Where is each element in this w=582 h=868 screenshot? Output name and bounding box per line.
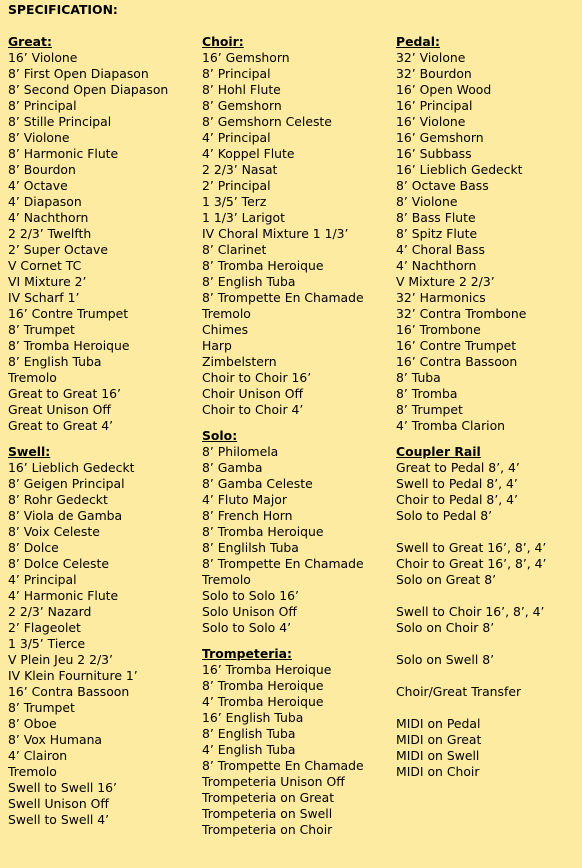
- stop-item: 2 2/3’ Twelfth: [8, 226, 92, 241]
- stop-item: Choir to Pedal 8’, 4’: [396, 492, 518, 507]
- stop-item: 8’ Dolce Celeste: [8, 556, 109, 571]
- stop-item: IV Klein Fourniture 1’: [8, 668, 138, 683]
- stop-item: IV Scharf 1’: [8, 290, 80, 305]
- section-pedal: [396, 34, 580, 434]
- stop-item: Great to Pedal 8’, 4’: [396, 460, 520, 475]
- stop-item: VI Mixture 2’: [8, 274, 87, 289]
- stop-item: 8’ Voix Celeste: [8, 524, 100, 539]
- stop-item: 8’ English Tuba: [8, 354, 102, 369]
- stop-item: 8’ Harmonic Flute: [8, 146, 119, 161]
- section-heading: Choir:: [202, 34, 244, 49]
- stop-item: MIDI on Choir: [396, 764, 480, 779]
- stop-item: 32’ Bourdon: [396, 66, 472, 81]
- stop-item: 8’ Trompette En Chamade: [202, 758, 364, 773]
- stop-item: 4’ English Tuba: [202, 742, 296, 757]
- stop-item: 16’ Subbass: [396, 146, 472, 161]
- stop-item: Choir Unison Off: [202, 386, 304, 401]
- stop-item: 4’ Clairon: [8, 748, 68, 763]
- stop-item: 8’ Clarinet: [202, 242, 267, 257]
- stop-item: Swell Unison Off: [8, 796, 109, 811]
- spacer: [396, 668, 580, 684]
- stop-item: Solo on Swell 8’: [396, 652, 495, 667]
- stop-item: 8’ Gamba Celeste: [202, 476, 313, 491]
- stop-item: Solo Unison Off: [202, 604, 297, 619]
- section-trompeteria: [202, 646, 394, 838]
- stop-item: 8’ Trompette En Chamade: [202, 290, 364, 305]
- column-2: [202, 34, 394, 838]
- stop-item: 16’ Contra Bassoon: [8, 684, 130, 699]
- stop-item: Choir to Choir 16’: [202, 370, 312, 385]
- section-swell: [8, 444, 198, 828]
- stop-item: 2 2/3’ Nasat: [202, 162, 278, 177]
- stop-item: 4’ Principal: [8, 572, 77, 587]
- stop-item: 8’ Englilsh Tuba: [202, 540, 299, 555]
- stop-item: 8’ Geigen Principal: [8, 476, 125, 491]
- stop-item: 8’ Tromba Heroique: [8, 338, 130, 353]
- stop-item: 8’ Hohl Flute: [202, 82, 281, 97]
- stop-item: 8’ Bourdon: [8, 162, 76, 177]
- column-1: [8, 34, 198, 828]
- stop-item: 32’ Contra Trombone: [396, 306, 527, 321]
- section-heading: Solo:: [202, 428, 238, 443]
- stop-item: 2’ Super Octave: [8, 242, 108, 257]
- stop-item: 8’ Tromba: [396, 386, 458, 401]
- section-heading: Pedal:: [396, 34, 440, 49]
- stop-item: 8’ Gamba: [202, 460, 263, 475]
- stop-item: 8’ Octave Bass: [396, 178, 489, 193]
- stop-item: 1 1/3’ Larigot: [202, 210, 285, 225]
- stop-item: Swell to Pedal 8’, 4’: [396, 476, 518, 491]
- stop-item: 16’ Contre Trumpet: [8, 306, 129, 321]
- stop-item: 8’ Trumpet: [8, 700, 75, 715]
- stop-item: 8’ Violone: [8, 130, 70, 145]
- stop-item: 8’ Trompette En Chamade: [202, 556, 364, 571]
- stop-item: Harp: [202, 338, 232, 353]
- stop-item: 4’ Tromba Heroique: [202, 694, 324, 709]
- stop-item: Solo to Solo 16’: [202, 588, 299, 603]
- section-heading: Trompeteria:: [202, 646, 292, 661]
- stop-item: 8’ Tromba Heroique: [202, 258, 324, 273]
- stop-item: 2’ Flageolet: [8, 620, 81, 635]
- stop-item: V Cornet TC: [8, 258, 82, 273]
- stop-item: 8’ Stille Principal: [8, 114, 112, 129]
- stop-item: 4’ Diapason: [8, 194, 82, 209]
- stop-item: 2 2/3’ Nazard: [8, 604, 92, 619]
- stop-item: Great Unison Off: [8, 402, 111, 417]
- stop-item: 1 3/5’ Tierce: [8, 636, 86, 651]
- stop-item: 4’ Octave: [8, 178, 68, 193]
- stop-item: Tremolo: [202, 306, 251, 321]
- stop-item: 16’ Contre Trumpet: [396, 338, 517, 353]
- section-heading: Coupler Rail: [396, 444, 481, 459]
- stop-item: 4’ Fluto Major: [202, 492, 287, 507]
- stop-item: 2’ Principal: [202, 178, 271, 193]
- stop-item: 8’ Spitz Flute: [396, 226, 478, 241]
- stop-item: 8’ Second Open Diapason: [8, 82, 169, 97]
- stop-item: 32’ Harmonics: [396, 290, 486, 305]
- stop-item: MIDI on Pedal: [396, 716, 481, 731]
- stop-item: 16’ Tromba Heroique: [202, 662, 332, 677]
- stop-item: 8’ Oboe: [8, 716, 57, 731]
- stop-item: 8’ Tromba Heroique: [202, 678, 324, 693]
- stop-item: Tremolo: [8, 764, 57, 779]
- stop-item: 8’ French Horn: [202, 508, 293, 523]
- stop-item: Choir to Choir 4’: [202, 402, 304, 417]
- stop-item: 8’ Gemshorn: [202, 98, 282, 113]
- stop-item: Choir to Great 16’, 8’, 4’: [396, 556, 547, 571]
- stop-item: 8’ English Tuba: [202, 274, 296, 289]
- stop-item: 1 3/5’ Terz: [202, 194, 267, 209]
- stop-item: 16’ Contra Bassoon: [396, 354, 518, 369]
- stop-item: Solo to Pedal 8’: [396, 508, 493, 523]
- page-title: SPECIFICATION:: [8, 2, 118, 17]
- spacer: [396, 636, 580, 652]
- section-choir: [202, 34, 394, 418]
- stop-item: 16’ Violone: [396, 114, 466, 129]
- stop-item: 4’ Principal: [202, 130, 271, 145]
- spacer: [396, 588, 580, 604]
- section-heading: Great:: [8, 34, 52, 49]
- stop-item: 16’ Gemshorn: [202, 50, 290, 65]
- stop-item: Choir/Great Transfer: [396, 684, 522, 699]
- stop-item: 8’ Trumpet: [8, 322, 75, 337]
- stop-item: 8’ Trumpet: [396, 402, 463, 417]
- spacer: [396, 524, 580, 540]
- stop-item: 32’ Violone: [396, 50, 466, 65]
- stop-item: 4’ Harmonic Flute: [8, 588, 119, 603]
- stop-item: 8’ Principal: [202, 66, 271, 81]
- stop-item: Tremolo: [8, 370, 57, 385]
- stop-item: Great to Great 4’: [8, 418, 114, 433]
- stop-item: 16’ Open Wood: [396, 82, 492, 97]
- stop-item: Swell to Choir 16’, 8’, 4’: [396, 604, 545, 619]
- stop-item: Swell to Swell 4’: [8, 812, 110, 827]
- stop-item: Swell to Great 16’, 8’, 4’: [396, 540, 547, 555]
- stop-item: 4’ Choral Bass: [396, 242, 485, 257]
- stop-item: Zimbelstern: [202, 354, 277, 369]
- stop-item: Trompeteria on Swell: [202, 806, 333, 821]
- stop-item: 16’ Trombone: [396, 322, 481, 337]
- stop-item: V Mixture 2 2/3’: [396, 274, 495, 289]
- section-heading: Swell:: [8, 444, 51, 459]
- stop-item: 4’ Nachthorn: [8, 210, 89, 225]
- stop-item: 8’ Tuba: [396, 370, 441, 385]
- stop-item: Tremolo: [202, 572, 251, 587]
- stop-item: Great to Great 16’: [8, 386, 121, 401]
- stop-item: 16’ Gemshorn: [396, 130, 484, 145]
- stop-item: Trompeteria on Great: [202, 790, 335, 805]
- stop-item: 8’ Rohr Gedeckt: [8, 492, 108, 507]
- stop-item: 16’ Lieblich Gedeckt: [8, 460, 135, 475]
- stop-item: 4’ Tromba Clarion: [396, 418, 506, 433]
- stop-item: 8’ First Open Diapason: [8, 66, 149, 81]
- stop-item: Solo on Great 8’: [396, 572, 497, 587]
- stop-item: Trompeteria on Choir: [202, 822, 333, 837]
- stop-item: 4’ Nachthorn: [396, 258, 477, 273]
- stop-item: Swell to Swell 16’: [8, 780, 117, 795]
- stop-item: 8’ Gemshorn Celeste: [202, 114, 332, 129]
- stop-item: 8’ Violone: [396, 194, 458, 209]
- stop-item: Solo to Solo 4’: [202, 620, 292, 635]
- stop-item: 8’ Viola de Gamba: [8, 508, 123, 523]
- stop-item: IV Choral Mixture 1 1/3’: [202, 226, 349, 241]
- stop-item: 4’ Koppel Flute: [202, 146, 295, 161]
- section-coupler-rail: [396, 444, 580, 780]
- stop-item: 16’ Principal: [396, 98, 473, 113]
- stop-item: 8’ Vox Humana: [8, 732, 103, 747]
- stop-item: Trompeteria Unison Off: [202, 774, 345, 789]
- stop-item: Solo on Choir 8’: [396, 620, 495, 635]
- stop-item: MIDI on Swell: [396, 748, 480, 763]
- stop-item: 16’ English Tuba: [202, 710, 304, 725]
- stop-item: 8’ Dolce: [8, 540, 59, 555]
- section-great: [8, 34, 198, 434]
- stop-item: 16’ Violone: [8, 50, 78, 65]
- stop-item: 8’ Tromba Heroique: [202, 524, 324, 539]
- stop-item: V Plein Jeu 2 2/3’: [8, 652, 113, 667]
- stop-item: 16’ Lieblich Gedeckt: [396, 162, 523, 177]
- section-solo: [202, 428, 394, 636]
- spacer: [396, 700, 580, 716]
- stop-item: 8’ Bass Flute: [396, 210, 476, 225]
- column-3: [396, 34, 580, 780]
- stop-item: MIDI on Great: [396, 732, 482, 747]
- stop-item: 8’ English Tuba: [202, 726, 296, 741]
- stop-item: Chimes: [202, 322, 249, 337]
- stop-item: 8’ Principal: [8, 98, 77, 113]
- stop-item: 8’ Philomela: [202, 444, 279, 459]
